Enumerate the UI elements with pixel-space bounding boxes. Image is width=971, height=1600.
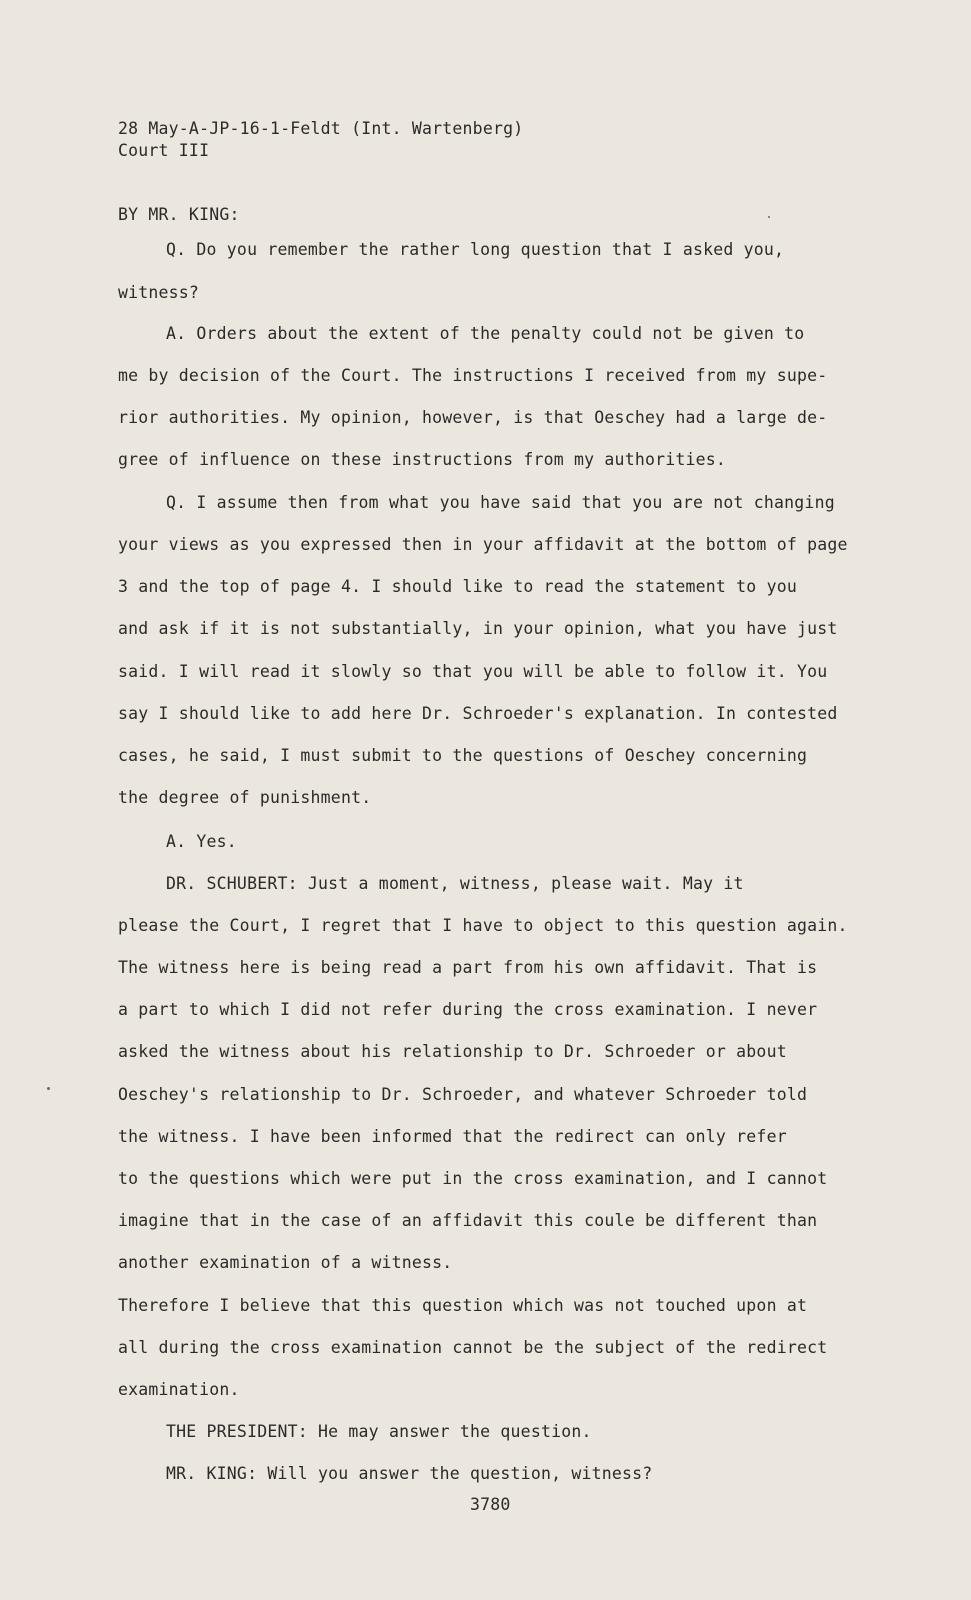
- text-line: Q. I assume then from what you have said that you are not changing: [166, 493, 835, 512]
- text-line: a part to which I did not refer during the cross examination. I never: [118, 1000, 818, 1019]
- by-line: BY MR. KING:: [118, 205, 240, 224]
- text-line: THE PRESIDENT: He may answer the question.: [166, 1422, 592, 1441]
- paper-speck: [768, 216, 770, 218]
- text-line: and ask if it is not substantially, in your opinion, what you have just: [118, 619, 838, 638]
- text-line: me by decision of the Court. The instructions I received from my supe-: [118, 366, 828, 385]
- text-line: A. Yes.: [166, 832, 237, 851]
- header-court: Court III: [118, 141, 210, 160]
- text-line: the witness. I have been informed that the redirect can only refer: [118, 1127, 787, 1146]
- text-line: said. I will read it slowly so that you will be able to follow it. You: [118, 662, 828, 681]
- text-line: rior authorities. My opinion, however, is that Oeschey had a large de-: [118, 408, 828, 427]
- text-line: to the questions which were put in the cross examination, and I cannot: [118, 1169, 828, 1188]
- text-line: say I should like to add here Dr. Schroeder's explanation. In contested: [118, 704, 838, 723]
- text-line: Therefore I believe that this question which was not touched upon at: [118, 1296, 808, 1315]
- text-line: all during the cross examination cannot be the subject of the redirect: [118, 1338, 828, 1357]
- paper-speck: [47, 1087, 50, 1090]
- text-line: asked the witness about his relationship to Dr. Schroeder or about: [118, 1042, 787, 1061]
- text-line: your views as you expressed then in your affidavit at the bottom of page: [118, 535, 848, 554]
- text-line: another examination of a witness.: [118, 1253, 453, 1272]
- text-line: the degree of punishment.: [118, 788, 372, 807]
- text-line: The witness here is being read a part from his own affidavit. That is: [118, 958, 818, 977]
- text-line: A. Orders about the extent of the penalty could not be given to: [166, 324, 805, 343]
- text-line: MR. KING: Will you answer the question, witness?: [166, 1464, 653, 1483]
- text-line: examination.: [118, 1380, 240, 1399]
- page-number: 3780: [470, 1495, 511, 1514]
- text-line: imagine that in the case of an affidavit this coule be different than: [118, 1211, 818, 1230]
- header-reference: 28 May-A-JP-16-1-Feldt (Int. Wartenberg): [118, 119, 524, 138]
- text-line: Q. Do you remember the rather long question that I asked you,: [166, 240, 785, 259]
- text-line: please the Court, I regret that I have to object to this question again.: [118, 916, 848, 935]
- text-line: DR. SCHUBERT: Just a moment, witness, please wait. May it: [166, 874, 744, 893]
- text-line: witness?: [118, 283, 200, 302]
- text-line: gree of influence on these instructions from my authorities.: [118, 450, 727, 469]
- text-line: 3 and the top of page 4. I should like to read the statement to you: [118, 577, 797, 596]
- text-line: cases, he said, I must submit to the questions of Oeschey concerning: [118, 746, 808, 765]
- text-line: Oeschey's relationship to Dr. Schroeder, and whatever Schroeder told: [118, 1085, 808, 1104]
